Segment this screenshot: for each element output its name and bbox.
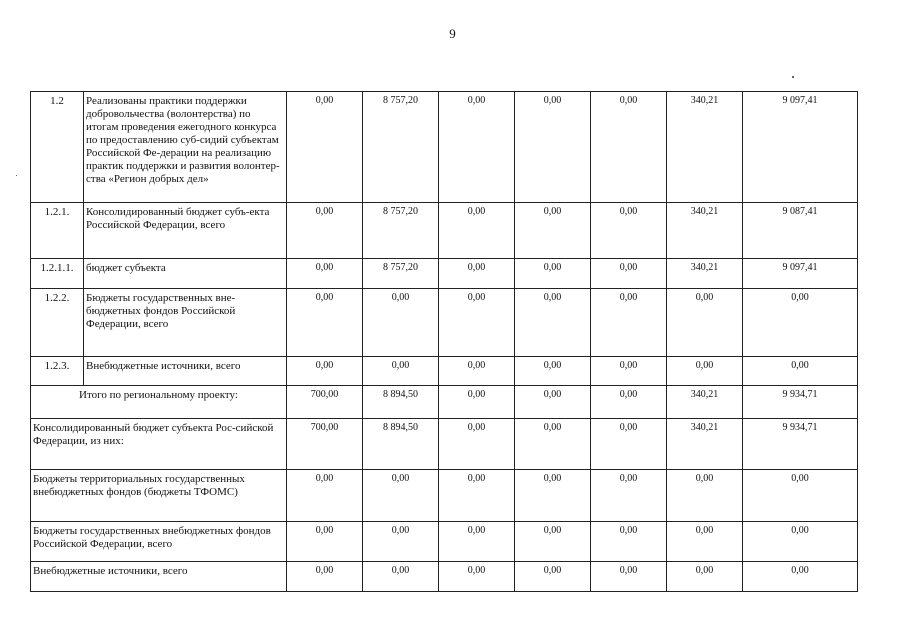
row-name: бюджет субъекта <box>84 259 287 289</box>
row-code: 1.2.3. <box>31 357 84 386</box>
row-code: 1.2 <box>31 92 84 203</box>
summary-row-label: Внебюджетные источники, всего <box>31 562 287 592</box>
value-cell: 0,00 <box>515 92 591 203</box>
value-cell: 0,00 <box>515 289 591 357</box>
value-cell: 9 934,71 <box>743 386 858 419</box>
value-cell: 0,00 <box>743 357 858 386</box>
value-cell: 8 757,20 <box>363 259 439 289</box>
table-row <box>31 419 858 470</box>
value-cell: 340,21 <box>667 386 743 419</box>
value-cell: 0,00 <box>439 259 515 289</box>
value-cell: 0,00 <box>591 386 667 419</box>
row-name: Бюджеты государственных вне-бюджетных фондов Российской Федерации, всего <box>84 289 287 357</box>
table-row <box>31 92 858 203</box>
row-name: Внебюджетные источники, всего <box>84 357 287 386</box>
row-code: 1.2.1. <box>31 203 84 259</box>
row-name: Реализованы практики поддержки добровольчества (волонтерства) по итогам проведения ежегодного конкурса по предоставлению суб-сидий субъектам Российской Фе-дерации на реализацию практик поддержки и развития волонтер-ства «Регион добрых дел» <box>84 92 287 203</box>
budget-table <box>30 91 858 592</box>
value-cell: 0,00 <box>287 289 363 357</box>
value-cell: 0,00 <box>287 470 363 522</box>
row-code: 1.2.1.1. <box>31 259 84 289</box>
table-row <box>31 470 858 522</box>
value-cell: 0,00 <box>287 259 363 289</box>
value-cell: 8 757,20 <box>363 203 439 259</box>
value-cell: 0,00 <box>287 522 363 562</box>
row-name: Консолидированный бюджет субъ-екта Российской Федерации, всего <box>84 203 287 259</box>
value-cell: 0,00 <box>667 470 743 522</box>
total-row-label: Итого по региональному проекту: <box>31 386 287 419</box>
value-cell: 0,00 <box>591 289 667 357</box>
value-cell: 9 934,71 <box>743 419 858 470</box>
scan-speck <box>792 76 794 78</box>
value-cell: 9 097,41 <box>743 259 858 289</box>
value-cell: 0,00 <box>439 357 515 386</box>
value-cell: 0,00 <box>515 386 591 419</box>
value-cell: 0,00 <box>439 419 515 470</box>
value-cell: 9 087,41 <box>743 203 858 259</box>
value-cell: 8 894,50 <box>363 386 439 419</box>
value-cell: 0,00 <box>591 259 667 289</box>
value-cell: 340,21 <box>667 259 743 289</box>
value-cell: 700,00 <box>287 419 363 470</box>
value-cell: 0,00 <box>591 522 667 562</box>
value-cell: 0,00 <box>439 203 515 259</box>
value-cell: 0,00 <box>515 259 591 289</box>
value-cell: 0,00 <box>515 522 591 562</box>
value-cell: 0,00 <box>287 92 363 203</box>
table-row <box>31 357 858 386</box>
value-cell: 0,00 <box>363 289 439 357</box>
value-cell: 0,00 <box>667 522 743 562</box>
value-cell: 0,00 <box>515 203 591 259</box>
table-row <box>31 522 858 562</box>
table-row <box>31 289 858 357</box>
value-cell: 0,00 <box>515 470 591 522</box>
value-cell: 0,00 <box>363 522 439 562</box>
value-cell: 0,00 <box>439 522 515 562</box>
value-cell: 340,21 <box>667 419 743 470</box>
value-cell: 0,00 <box>743 562 858 592</box>
value-cell: 0,00 <box>743 470 858 522</box>
value-cell: 0,00 <box>667 562 743 592</box>
value-cell: 0,00 <box>515 357 591 386</box>
value-cell: 0,00 <box>743 289 858 357</box>
value-cell: 0,00 <box>667 357 743 386</box>
value-cell: 0,00 <box>591 203 667 259</box>
value-cell: 0,00 <box>439 92 515 203</box>
value-cell: 0,00 <box>287 203 363 259</box>
value-cell: 0,00 <box>439 470 515 522</box>
page-number: 9 <box>449 26 456 41</box>
value-cell: 8 894,50 <box>363 419 439 470</box>
value-cell: 0,00 <box>287 357 363 386</box>
value-cell: 8 757,20 <box>363 92 439 203</box>
value-cell: 340,21 <box>667 92 743 203</box>
table-row <box>31 386 858 419</box>
row-code: 1.2.2. <box>31 289 84 357</box>
value-cell: 0,00 <box>591 357 667 386</box>
value-cell: 340,21 <box>667 203 743 259</box>
value-cell: 0,00 <box>363 470 439 522</box>
scan-speck <box>16 175 17 176</box>
value-cell: 0,00 <box>439 386 515 419</box>
value-cell: 0,00 <box>591 92 667 203</box>
value-cell: 0,00 <box>515 562 591 592</box>
value-cell: 0,00 <box>439 289 515 357</box>
table-row <box>31 562 858 592</box>
value-cell: 0,00 <box>743 522 858 562</box>
value-cell: 700,00 <box>287 386 363 419</box>
summary-row-label: Консолидированный бюджет субъекта Рос-сийской Федерации, из них: <box>31 419 287 470</box>
value-cell: 0,00 <box>363 357 439 386</box>
value-cell: 0,00 <box>591 470 667 522</box>
value-cell: 0,00 <box>667 289 743 357</box>
summary-row-label: Бюджеты территориальных государственных внебюджетных фондов (бюджеты ТФОМС) <box>31 470 287 522</box>
value-cell: 0,00 <box>591 419 667 470</box>
summary-row-label: Бюджеты государственных внебюджетных фондов Российской Федерации, всего <box>31 522 287 562</box>
value-cell: 0,00 <box>591 562 667 592</box>
table-row <box>31 203 858 259</box>
value-cell: 0,00 <box>439 562 515 592</box>
value-cell: 0,00 <box>515 419 591 470</box>
value-cell: 0,00 <box>287 562 363 592</box>
value-cell: 9 097,41 <box>743 92 858 203</box>
table-row <box>31 259 858 289</box>
value-cell: 0,00 <box>363 562 439 592</box>
